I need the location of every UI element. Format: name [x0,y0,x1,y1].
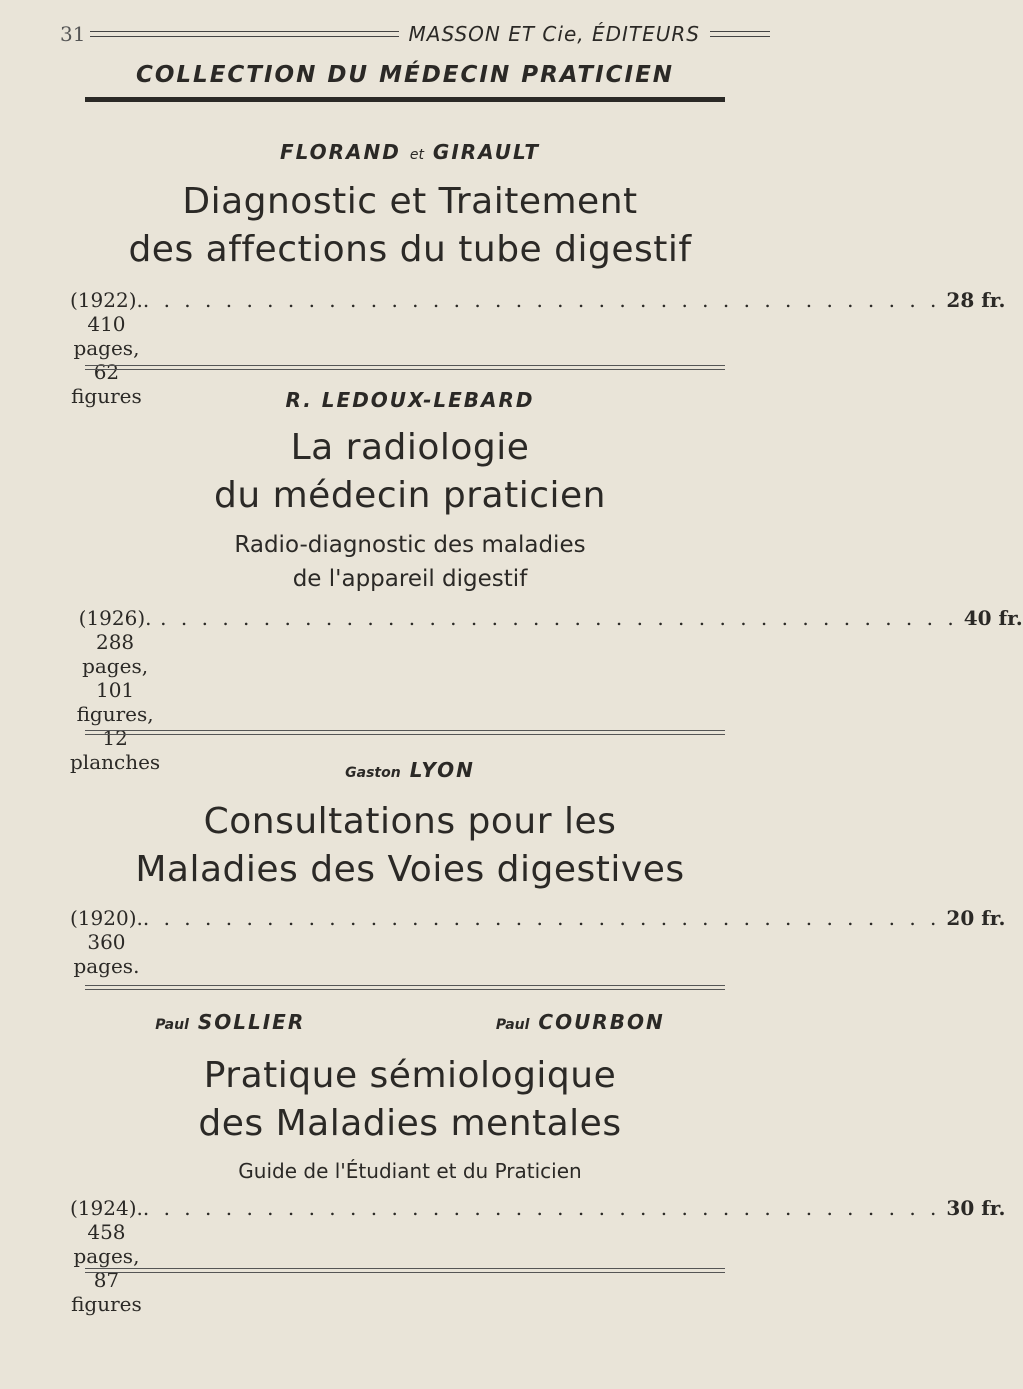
dot-leader: . . . . . . . . . . . . . . . . . . . . . . . . . . . . . . . . . . . . . . . [142,906,941,930]
collection-rule [85,97,725,102]
book-title-line: des Maladies mentales [198,1103,622,1144]
book-price: 30 fr. [946,1196,1006,1220]
book-title-line: du médecin praticien [214,475,606,516]
book-details: (1922). 410 pages, 62 figures [70,288,143,408]
book-author: Gaston LYON [345,758,475,782]
book-title-line: Diagnostic et Traitement [182,181,638,222]
book-entry [60,388,1023,774]
author-one: Paul SOLLIER [155,1010,306,1034]
book-entry [60,758,1006,978]
author-two: Paul COURBON [495,1010,665,1034]
section-divider [85,1268,725,1273]
book-title-line: des affections du tube digestif [128,229,692,270]
book-title-line: Pratique sémiologique [203,1055,617,1096]
book-publication-line [70,1196,1006,1316]
section-divider [85,730,725,735]
book-title-line: Consultations pour les [203,801,617,842]
dot-leader: . . . . . . . . . . . . . . . . . . . . . . . . . . . . . . . . . . . . . . . [142,288,941,312]
book-details: (1924). 458 pages, 87 figures [70,1196,143,1316]
book-author: R. LEDOUX-LEBARD [285,388,535,412]
section-divider [85,985,725,990]
book-subtitle-line: Radio-diagnostic des maladies [234,532,586,558]
page-number: 31 [60,22,86,46]
book-subtitle-line: Guide de l'Étudiant et du Praticien [238,1159,582,1183]
page-header [60,20,770,48]
header-rule-right [710,31,770,37]
header-rule-left [90,31,399,37]
book-price: 20 fr. [946,906,1006,930]
book-details: (1920). 360 pages. [70,906,143,978]
book-subtitle-line: de l'appareil digestif [292,566,528,592]
book-authors [60,1010,760,1034]
dot-leader: . . . . . . . . . . . . . . . . . . . . . . . . . . . . . . . . . . . . . . . [142,1196,941,1220]
book-authors: FLORAND et GIRAULT [279,140,541,164]
book-title-line: Maladies des Voies digestives [135,849,685,890]
book-price: 40 fr. [963,606,1023,630]
book-price: 28 fr. [946,288,1006,312]
book-title-line: La radiologie [290,427,530,468]
book-publication-line [70,606,1023,774]
section-divider [85,365,725,370]
collection-title: COLLECTION DU MÉDECIN PRATICIEN [135,62,675,88]
book-publication-line [70,906,1006,978]
book-details: (1926). 288 pages, 101 figures, 12 planches [70,606,161,774]
publisher-name: MASSON ET Cie, ÉDITEURS [408,22,700,46]
dot-leader: . . . . . . . . . . . . . . . . . . . . . . . . . . . . . . . . . . . . . . . [160,606,958,630]
